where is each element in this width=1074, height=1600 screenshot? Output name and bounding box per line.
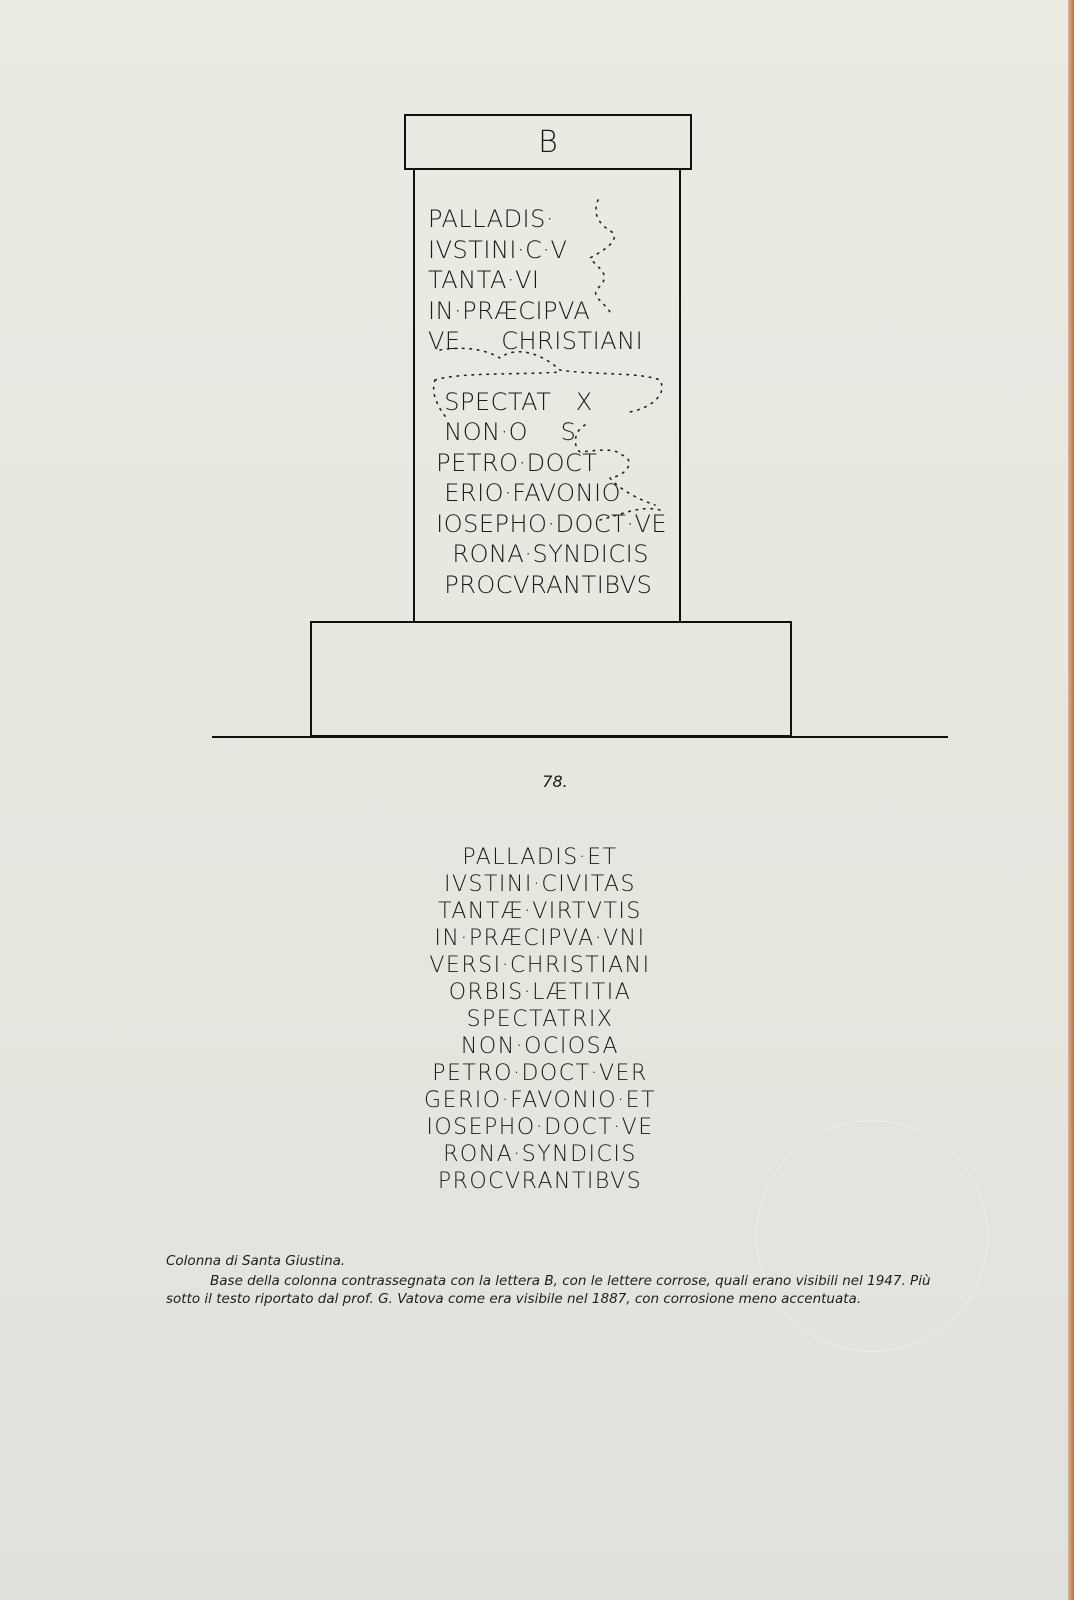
inscription-line: NON·OCIOSA — [460, 1034, 620, 1059]
inscription-line: GERIO·FAVONIO·ET — [424, 1088, 656, 1113]
embossed-stamp — [756, 1120, 988, 1352]
figure-number: 78. — [542, 772, 568, 791]
worn-line: PALLADIS· — [428, 205, 554, 233]
inscription-line: RONA·SYNDICIS — [443, 1142, 637, 1167]
inscription-line: PROCVRANTIBVS — [437, 1169, 643, 1194]
ground-line — [212, 736, 948, 738]
worn-line: RONA·SYNDICIS — [428, 540, 649, 568]
worn-line — [428, 357, 678, 387]
inscription-line: IVSTINI·CIVITAS — [443, 872, 636, 897]
worn-inscription — [428, 204, 678, 600]
caption — [166, 1252, 966, 1308]
worn-line: PROCVRANTIBVS — [428, 570, 653, 599]
inscription-line: VERSI·CHRISTIANI — [429, 953, 651, 978]
inscription-line: TANTÆ·VIRTVTIS — [438, 899, 642, 924]
full-inscription — [410, 844, 670, 1195]
inscription-line: ORBIS·LÆTITIA — [448, 980, 632, 1005]
inscription-line: IN·PRÆCIPVA·VNI — [434, 926, 646, 951]
worn-line: TANTA·VI — [428, 266, 540, 294]
caption-title: Colonna di Santa Giustina. — [166, 1253, 346, 1269]
worn-line: SPECTAT X — [428, 387, 593, 416]
worn-line: PETRO·DOCT — [428, 448, 598, 477]
monument-base — [310, 621, 792, 737]
worn-line: NON·O S — [428, 418, 577, 446]
caption-body: Base della colonna contrassegnata con la lettera B, con le lettere corrose, quali erano visibili nel 1947. Più sotto il testo riportato dal prof. G. Vatova come era visibile nel 1887, con corrosione meno accentuata. — [166, 1273, 931, 1307]
worn-line: IN·PRÆCIPVA — [428, 296, 591, 325]
worn-line: ERIO·FAVONIO — [428, 479, 621, 507]
worn-line: IOSEPHO·DOCT·VE — [428, 509, 668, 538]
inscription-line: PALLADIS·ET — [462, 845, 618, 870]
page-edge — [1068, 0, 1074, 1600]
inscription-line: PETRO·DOCT·VER — [432, 1061, 648, 1086]
inscription-line: SPECTATRIX — [466, 1007, 614, 1032]
worn-line: VE CHRISTIANI — [428, 327, 644, 355]
monument-cap — [404, 114, 692, 170]
cap-letter: B — [538, 124, 558, 160]
worn-line: IVSTINI·C·V — [428, 235, 568, 264]
inscription-line: IOSEPHO·DOCT·VE — [426, 1115, 654, 1140]
